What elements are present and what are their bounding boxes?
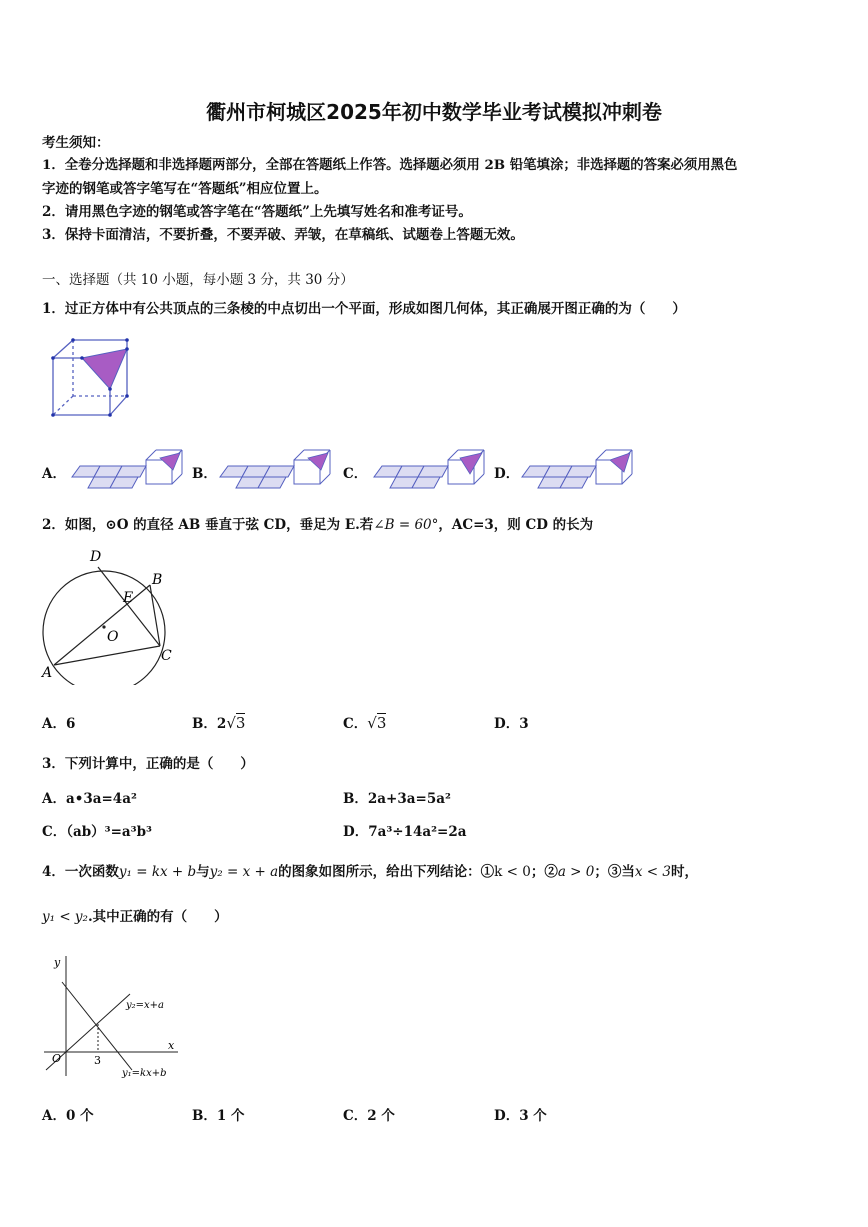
- notice-heading: 考生须知：: [42, 135, 110, 151]
- q1-option-d-label: D．: [494, 466, 520, 482]
- q4-graph-figure: [40, 952, 190, 1084]
- label-c: C: [161, 648, 172, 664]
- q1-option-c-net: [370, 446, 488, 494]
- q1-option-a-label: A．: [42, 466, 66, 482]
- notice-line1-cont: 字迹的钢笔或答字笔写在“答题纸”相应位置上。: [42, 181, 328, 197]
- q2-circle-figure: [36, 545, 186, 685]
- q2-option-c-lead: C．: [343, 716, 368, 732]
- notice-line2: 2．请用黑色字迹的钢笔或答字笔在“答题纸”上先填写姓名和准考证号。: [42, 204, 472, 220]
- q2-option-b-radicand: 3: [235, 714, 246, 732]
- q2-option-c-radicand: 3: [376, 714, 387, 732]
- sqrt-icon: √: [226, 714, 236, 732]
- q1-option-d-net: [518, 446, 636, 494]
- label-a: A: [42, 665, 53, 681]
- section-heading: 一、选择题（共 10 小题，每小题 3 分，共 30 分）: [42, 272, 354, 288]
- origin-label: O: [52, 1052, 62, 1065]
- q3-option-b: B．2a+3a=5a²: [343, 791, 451, 807]
- q2-option-d: D．3: [494, 716, 529, 732]
- axis-label-y: y: [54, 956, 61, 969]
- q2-stem: [42, 513, 593, 533]
- q4-option-b: B．1 个: [192, 1108, 245, 1124]
- q1-option-b-label: B．: [192, 466, 217, 482]
- circle-symbol: ⊙: [105, 517, 117, 533]
- q4-option-c: C．2 个: [343, 1108, 395, 1124]
- q4-stem-lead: 4．一次函数: [42, 864, 119, 880]
- q4-stem-mid: 的图象如图所示，给出下列结论：①: [278, 864, 495, 880]
- label-b: B: [152, 572, 163, 588]
- line-label-y1: y₁=kx+b: [122, 1068, 167, 1079]
- q4-stem: [42, 860, 698, 880]
- q4-stem-sep2: ；③当: [594, 864, 635, 880]
- page-title: 衢州市柯城区2025年初中数学毕业考试模拟冲刺卷: [206, 100, 662, 124]
- q1-stem: 1．过正方体中有公共顶点的三条棱的中点切出一个平面，形成如图几何体，其正确展开图正确的为（ ）: [42, 301, 686, 317]
- q1-option-c-label: C．: [343, 466, 368, 482]
- q4-option-a: A．0 个: [42, 1108, 94, 1124]
- q1-option-b-net: [216, 446, 334, 494]
- q2-stem-end: ，AC=3，则 CD 的长为: [438, 517, 594, 533]
- q4-option-d: D．3 个: [494, 1108, 547, 1124]
- label-e: E: [123, 590, 134, 606]
- q4-stem-end: 时，: [671, 864, 698, 880]
- notice-line1: 1．全卷分选择题和非选择题两部分，全部在答题纸上作答。选择题必须用 2B 铅笔填涂；非选择题的答案必须用黑色: [42, 157, 738, 173]
- tick-label-3: 3: [94, 1054, 101, 1067]
- q2-stem-lead: 2．如图，: [42, 517, 106, 533]
- q4-stem-sep1: ；②: [530, 864, 558, 880]
- label-o: O: [107, 629, 119, 645]
- q2-option-a: A．6: [42, 716, 76, 732]
- q3-option-d: D．7a³÷14a²=2a: [343, 824, 467, 840]
- line-label-y2: y₂=x+a: [126, 1000, 165, 1011]
- q4-line2-expr: y₁ < y₂: [42, 909, 88, 925]
- q3-option-c: C．（ab）³=a³b³: [42, 824, 152, 840]
- axis-label-x: x: [168, 1039, 175, 1052]
- q3-option-a: A．a•3a=4a²: [42, 791, 137, 807]
- q2-option-c: [343, 712, 386, 732]
- q4-stem-line2: [42, 905, 228, 925]
- q4-f1: y₁ = kx + b: [118, 864, 197, 880]
- q2-option-b-lead: B．2: [192, 716, 227, 732]
- label-d: D: [90, 549, 102, 565]
- q4-c3: x < 3: [634, 864, 671, 880]
- q3-stem: 3．下列计算中，正确的是（ ）: [42, 756, 254, 772]
- q1-cube-figure: [44, 335, 134, 420]
- q2-stem-mid: O 的直径 AB 垂直于弦 CD，垂足为 E.若: [116, 517, 374, 533]
- q2-angle: ∠B = 60°: [373, 517, 439, 533]
- q4-stem-and: 与: [196, 864, 210, 880]
- sqrt-icon: √: [367, 714, 377, 732]
- q4-c2: a > 0: [557, 864, 595, 880]
- q4-line2-text: .其中正确的有（ ）: [87, 909, 228, 925]
- q4-c1: k < 0: [494, 864, 531, 880]
- q1-option-a-net: [68, 446, 186, 494]
- q2-option-b: [192, 712, 245, 732]
- notice-line3: 3．保持卡面清洁，不要折叠，不要弄破、弄皱，在草稿纸、试题卷上答题无效。: [42, 227, 524, 243]
- q4-f2: y₂ = x + a: [209, 864, 279, 880]
